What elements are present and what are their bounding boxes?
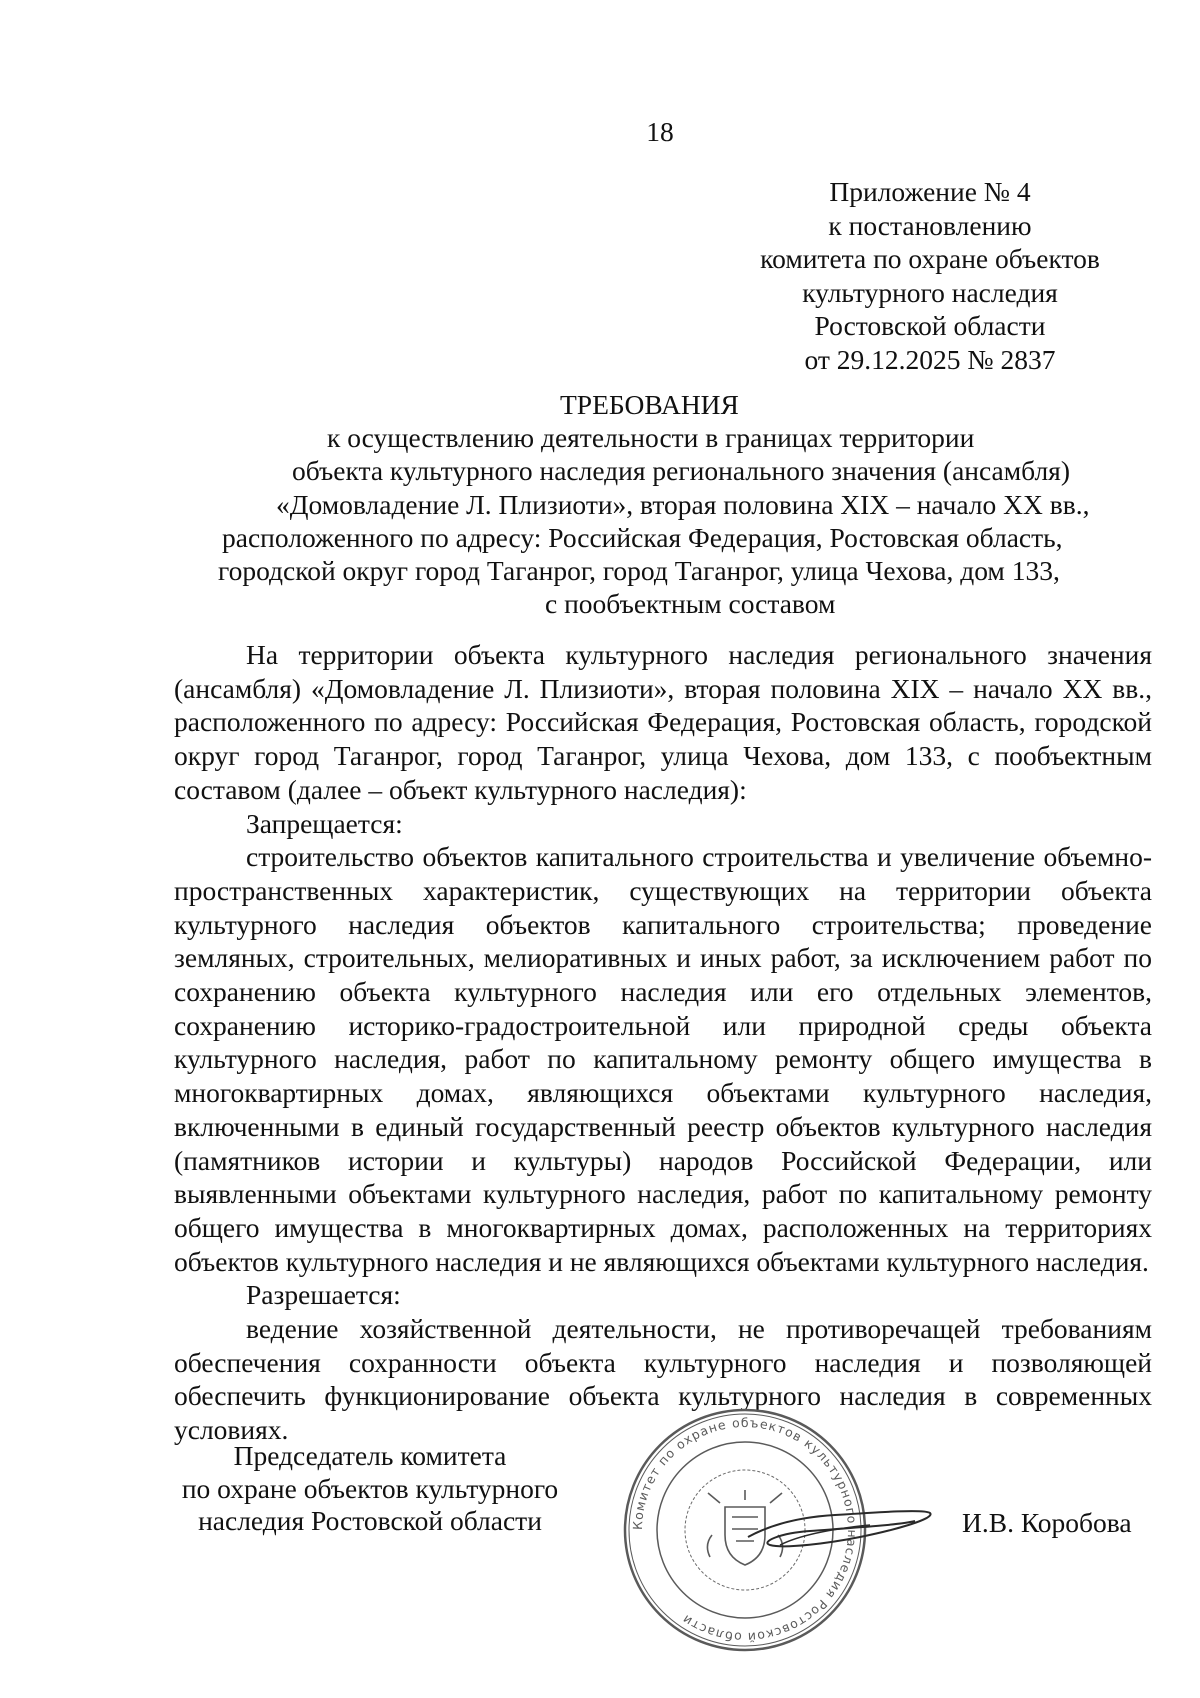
signatory-position — [170, 1440, 570, 1538]
position-line: по охране объектов культурного — [181, 1472, 559, 1504]
prohibited-heading: Запрещается: — [246, 807, 403, 839]
appendix-header — [740, 175, 1120, 377]
prohibited-paragraph: строительство объектов капитального строительства и увеличение объемно-пространственных характеристик, существующих на территории объекта культурного наследия объектов капитального строительства; проведение земляных, строительных, мелиоративных и иных работ, за исключением работ по сохранению объекта культурного наследия или его отдельных элементов, сохранению историко-градостроительной или природной среды объекта культурного наследия, работ по капитальному ремонту общего имущества в многоквартирных домах, являющихся объектами культурного наследия, включенными в единый государственный реестр объектов культурного наследия (памятников истории и культуры) народов Российской Федерации, или выявленными объектами культурного наследия, работ по капитальному ремонту общего имущества в многоквартирных домах, расположенных на территориях объектов культурного наследия и не являющихся объектами культурного наследия. — [174, 841, 1152, 1277]
appendix-line: комитета по охране объектов — [760, 243, 1100, 275]
subtitle-line: расположенного по адресу: Российская Федерация, Ростовская область, — [222, 522, 1063, 553]
subtitle-line: к осуществлению деятельности в границах территории — [327, 422, 975, 453]
seal-text: Комитет по охране объектов культурного наследия Ростовской области — [629, 1414, 861, 1646]
subtitle-line: с пообъектным составом — [545, 588, 836, 619]
appendix-line: Приложение № 4 — [829, 176, 1031, 207]
appendix-line: от 29.12.2025 № 2837 — [804, 343, 1056, 375]
document-title: ТРЕБОВАНИЯ — [560, 389, 739, 420]
page-number: 18 — [646, 116, 674, 147]
appendix-line: Ростовской области — [814, 310, 1046, 342]
appendix-line: культурного наследия — [802, 276, 1058, 308]
subtitle-line: «Домовладение Л. Плизиоти», вторая половина XIX – начало XX вв., — [276, 489, 1090, 520]
position-line: наследия Ростовской области — [198, 1505, 542, 1536]
appendix-line: к постановлению — [828, 209, 1032, 241]
allowed-heading: Разрешается: — [246, 1279, 401, 1311]
position-line: Председатель комитета — [233, 1440, 507, 1471]
document-body — [174, 638, 1152, 1447]
handwritten-signature — [740, 1485, 940, 1565]
intro-paragraph: На территории объекта культурного наследия регионального значения (ансамбля) «Домовладение Л. Плизиоти», вторая половина XIX – начало XX вв., расположенного по адресу: Российская Федерация, Ростовская область, городской округ город Таганрог, город Таганрог, улица Чехова, дом 133, с пообъектным составом (далее – объект культурного наследия): — [174, 639, 1152, 805]
subtitle-line: объекта культурного наследия регионального значения (ансамбля) — [292, 455, 1070, 486]
subtitle-line: городской округ город Таганрог, город Таганрог, улица Чехова, дом 133, — [218, 555, 1060, 586]
signatory-name: И.В. Коробова — [962, 1507, 1132, 1538]
allowed-paragraph: ведение хозяйственной деятельности, не противоречащей требованиям обеспечения сохранности объекта культурного наследия и позволяющей обеспечить функционирование объекта культурного наследия в современных условиях. — [174, 1313, 1152, 1446]
